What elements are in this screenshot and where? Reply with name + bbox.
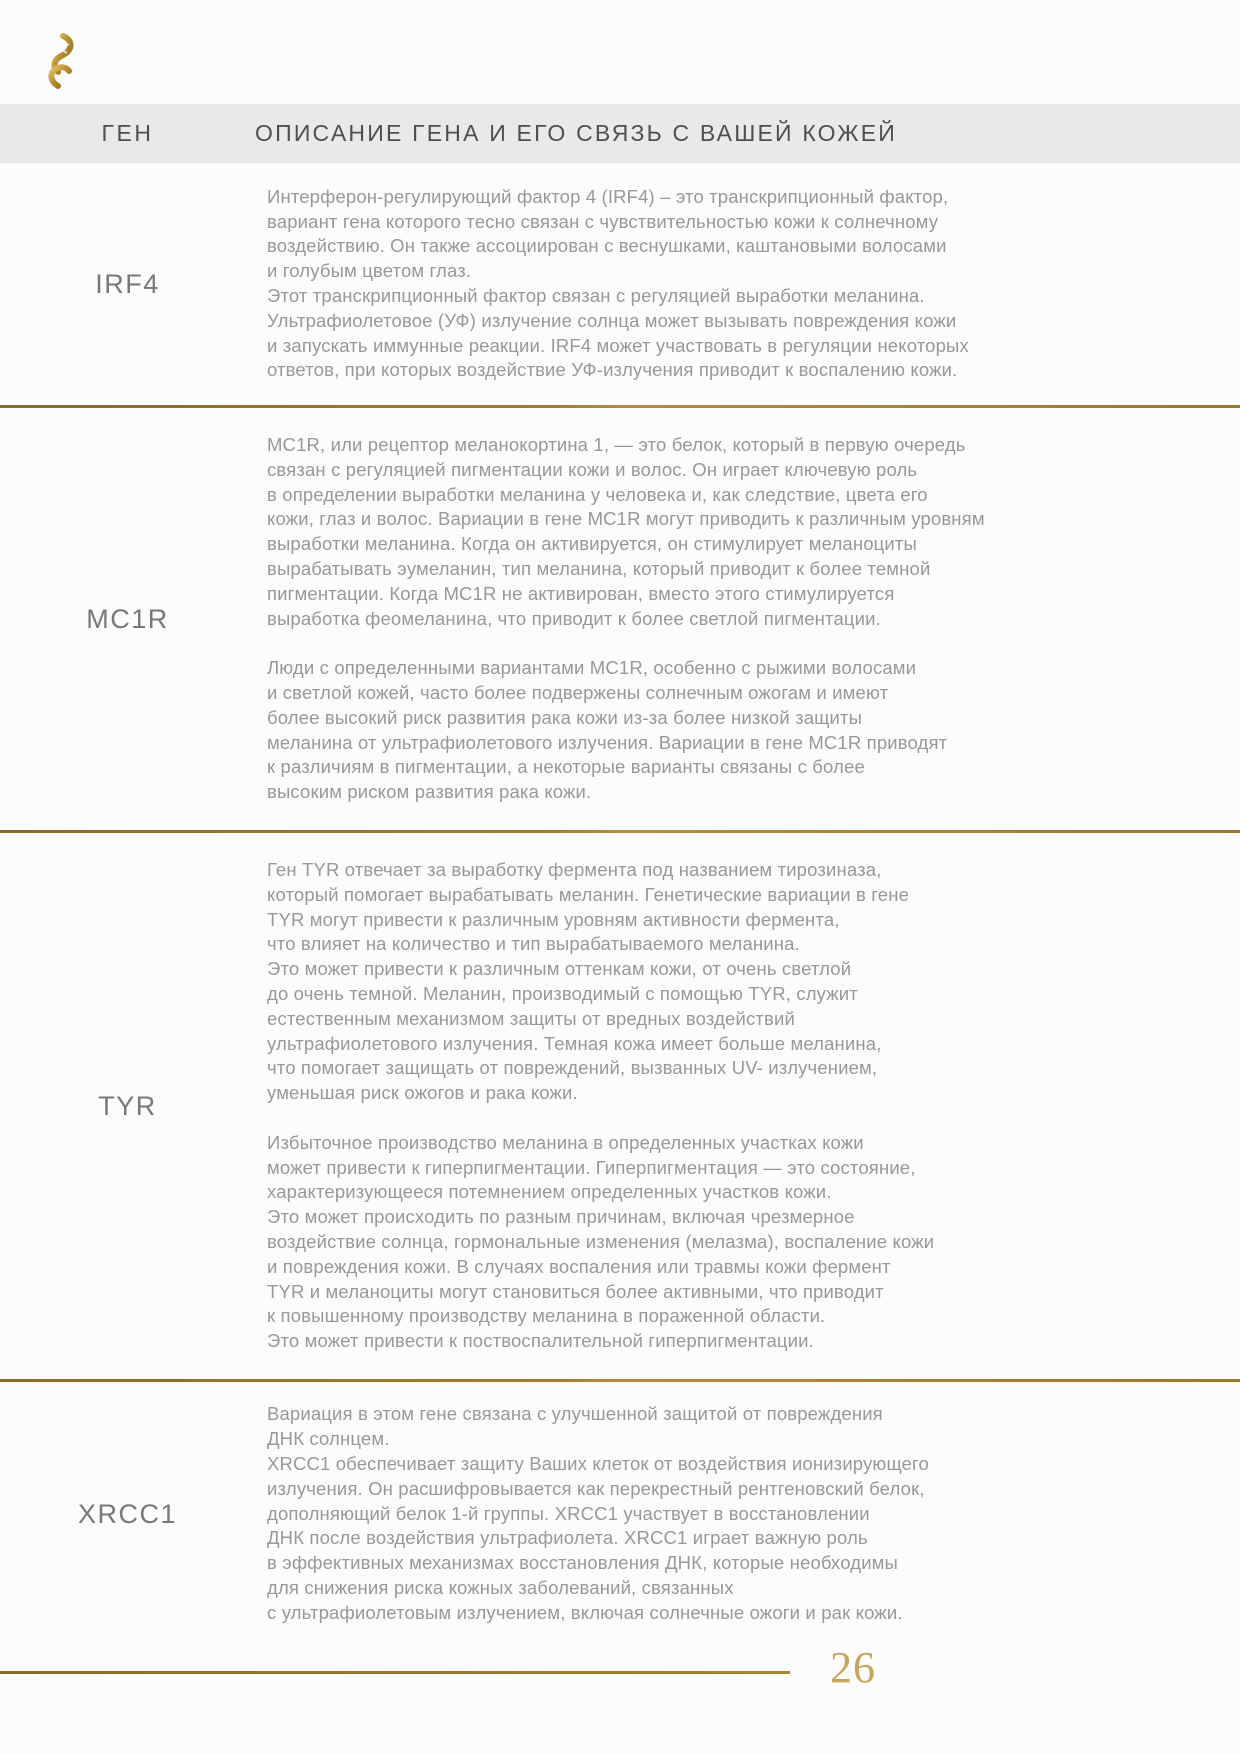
- description-line: Люди с определенными вариантами MC1R, особенно с рыжими волосами: [267, 657, 917, 679]
- description-line: TYR могут привести к различным уровням активности фермента,: [267, 908, 840, 930]
- description-line: характеризующееся потемнением определенных участков кожи.: [267, 1181, 832, 1203]
- gene-description-paragraph: [267, 1131, 1067, 1354]
- page-number: 26: [830, 1643, 876, 1692]
- description-line: Это может привести к поствоспалительной гиперпигментации.: [267, 1330, 814, 1352]
- dna-logo-icon: [44, 32, 78, 90]
- description-line: ответов, при которых воздействие УФ-излучения приводит к воспалению кожи.: [267, 359, 958, 381]
- gene-row-irf4: [0, 163, 1240, 405]
- gene-row-xrcc1: [0, 1382, 1240, 1646]
- description-line: и светлой кожей, часто более подвержены солнечным ожогам и имеют: [267, 681, 889, 703]
- gene-name-label: XRCC1: [77, 1498, 178, 1529]
- description-line: Этот транскрипционный фактор связан с регуляцией выработки меланина.: [267, 285, 925, 306]
- description-line: Ген TYR отвечает за выработку фермента под названием тирозиназа,: [267, 859, 882, 881]
- description-line: и повреждения кожи. В случаях воспаления или травмы кожи фермент: [267, 1255, 891, 1277]
- description-line: естественным механизмом защиты от вредных воздействий: [267, 1007, 795, 1029]
- description-line: до очень темной. Меланин, производимый с помощью TYR, служит: [267, 983, 858, 1005]
- description-line: и голубым цветом глаз.: [267, 260, 472, 282]
- description-line: может привести к гиперпигментации. Гиперпигментация — это состояние,: [267, 1156, 916, 1178]
- description-line: Интерферон-регулирующий фактор 4 (IRF4) – это транскрипционный фактор,: [267, 185, 949, 207]
- description-line: кожи, глаз и волос. Вариации в гене MC1R могут приводить к различным уровням: [267, 508, 985, 530]
- gene-description: [267, 163, 1067, 405]
- gene-description: [267, 408, 1067, 830]
- description-line: связан с регуляцией пигментации кожи и волос. Он играет ключевую роль: [267, 458, 918, 480]
- gene-row-mc1r: [0, 408, 1240, 830]
- gene-description-paragraph: [267, 433, 1067, 631]
- gene-row-tyr: [0, 833, 1240, 1379]
- gene-column-header: ГЕН: [101, 120, 154, 146]
- description-line: который помогает вырабатывать меланин. Генетические вариации в гене: [267, 883, 910, 905]
- description-line: Это может происходить по разным причинам, включая чрезмерное: [267, 1206, 855, 1228]
- description-line: воздействию. Он также ассоциирован с веснушками, каштановыми волосами: [267, 235, 947, 257]
- gene-name-label: TYR: [98, 1090, 157, 1121]
- description-line: к различиям в пигментации, а некоторые варианты связаны с более: [267, 756, 865, 778]
- description-line: с ультрафиолетовым излучением, включая солнечные ожоги и рак кожи.: [267, 1601, 903, 1623]
- description-line: воздействие солнца, гормональные изменения (мелазма), воспаление кожи: [267, 1230, 935, 1252]
- description-line: TYR и меланоциты могут становиться более активными, что приводит: [267, 1280, 884, 1302]
- gene-description-paragraph: [267, 656, 1067, 805]
- description-line: пигментации. Когда MC1R не активирован, вместо этого стимулируется: [267, 582, 895, 604]
- description-line: и запускать иммунные реакции. IRF4 может участвовать в регуляции некоторых: [267, 334, 969, 356]
- gene-name-label: IRF4: [95, 268, 160, 299]
- description-column-header: ОПИСАНИЕ ГЕНА И ЕГО СВЯЗЬ С ВАШЕЙ КОЖЕЙ: [255, 120, 897, 146]
- description-line: к повышенному производству меланина в пораженной области.: [267, 1305, 826, 1327]
- description-line: вариант гена которого тесно связан с чувствительностью кожи к солнечному: [267, 210, 939, 232]
- gene-description-paragraph: [267, 1402, 1067, 1625]
- description-line: что помогает защищать от повреждений, вызванных UV- излучением,: [267, 1057, 878, 1079]
- gene-description: [267, 833, 1067, 1379]
- description-line: более высокий риск развития рака кожи из-за более низкой защиты: [267, 706, 863, 728]
- description-line: MC1R, или рецептор меланокортина 1, — это белок, который в первую очередь: [267, 434, 966, 456]
- description-line: XRCC1 обеспечивает защиту Ваших клеток от воздействия ионизирующего: [267, 1453, 929, 1474]
- description-line: для снижения риска кожных заболеваний, связанных: [267, 1576, 734, 1598]
- description-line: ультрафиолетового излучения. Темная кожа имеет больше меланина,: [267, 1032, 882, 1054]
- description-line: Избыточное производство меланина в определенных участках кожи: [267, 1131, 864, 1153]
- description-line: Вариация в этом гене связана с улучшенной защитой от повреждения: [267, 1403, 883, 1425]
- description-line: высоким риском развития рака кожи.: [267, 781, 592, 803]
- description-line: что влияет на количество и тип вырабатываемого меланина.: [267, 933, 800, 955]
- description-line: выработки меланина. Когда он активируется, он стимулирует меланоциты: [267, 533, 917, 555]
- description-line: излучения. Он расшифровывается как перекрестный рентгеновский белок,: [267, 1477, 925, 1499]
- gene-description-paragraph: [267, 858, 1067, 1106]
- description-line: ДНК после воздействия ультрафиолета. XRCC1 играет важную роль: [267, 1527, 868, 1549]
- description-line: уменьшая риск ожогов и рака кожи.: [267, 1082, 578, 1104]
- gene-table: [0, 163, 1240, 1646]
- footer-rule: [0, 1671, 790, 1674]
- description-line: Это может привести к различным оттенкам кожи, от очень светлой: [267, 958, 852, 980]
- table-header-row: [0, 104, 1240, 163]
- description-line: выработка феомеланина, что приводит к более светлой пигментации.: [267, 607, 881, 629]
- gene-name-label: MC1R: [86, 603, 169, 634]
- description-line: дополняющий белок 1-й группы. XRCC1 участвует в восстановлении: [267, 1502, 870, 1524]
- gene-description-paragraph: [267, 185, 1067, 383]
- description-line: ДНК солнцем.: [267, 1428, 390, 1450]
- gene-description: [267, 1382, 1067, 1646]
- description-line: меланина от ультрафиолетового излучения. Вариации в гене MC1R приводят: [267, 731, 948, 753]
- description-line: вырабатывать эумеланин, тип меланина, который приводит к более темной: [267, 558, 931, 579]
- description-line: в определении выработки меланина у человека и, как следствие, цвета его: [267, 483, 928, 505]
- description-line: в эффективных механизмах восстановления ДНК, которые необходимы: [267, 1552, 898, 1574]
- description-line: Ультрафиолетовое (УФ) излучение солнца может вызывать повреждения кожи: [267, 309, 957, 331]
